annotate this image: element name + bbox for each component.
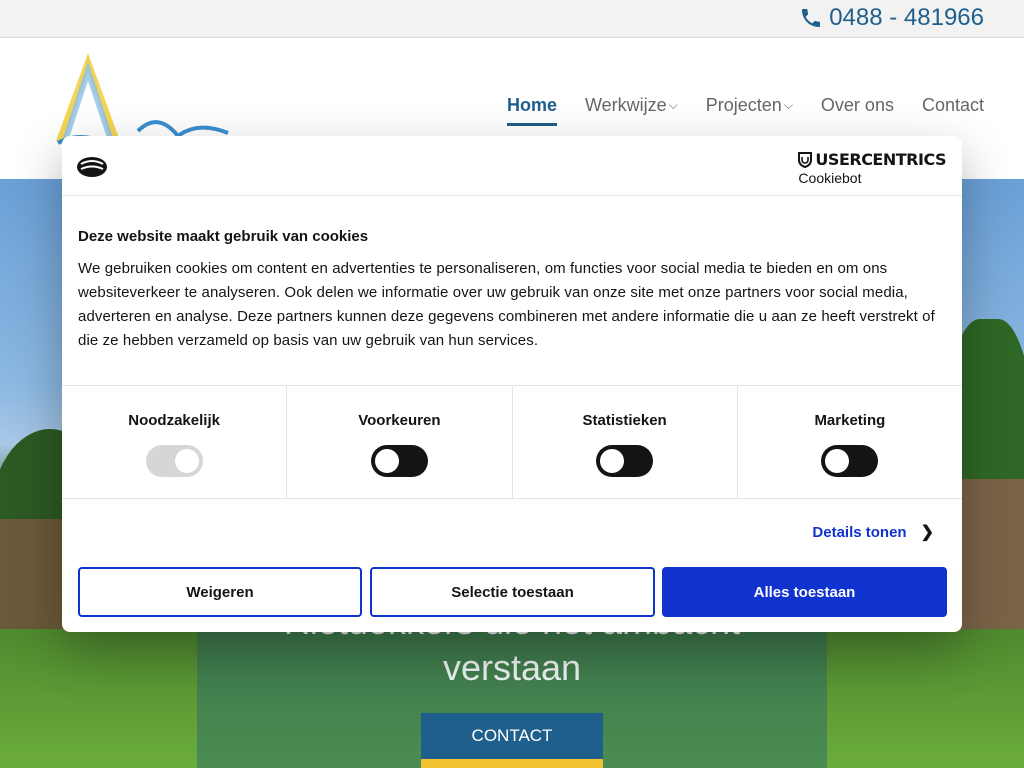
category-label: Noodzakelijk [128, 412, 220, 429]
nav-projecten[interactable] [706, 95, 793, 116]
cookie-title: Deze website maakt gebruik van cookies [78, 228, 369, 245]
hero-contact-button[interactable]: CONTACT [421, 713, 603, 759]
category-label: Marketing [814, 412, 886, 429]
chevron-down-icon: ⌵ [783, 98, 793, 112]
toggle-voorkeuren[interactable] [371, 445, 428, 477]
nav-home[interactable] [507, 95, 557, 116]
hero-title-line2: verstaan [442, 647, 582, 688]
nav-contact[interactable] [922, 95, 984, 116]
chevron-down-icon: ⌵ [668, 98, 678, 112]
nav-werkwijze-label: Werkwijze [584, 95, 667, 115]
hero-button-stripe [421, 759, 603, 768]
toggle-statistieken[interactable] [596, 445, 653, 477]
allow-all-button[interactable]: Alles toestaan [662, 567, 947, 617]
toggle-marketing[interactable] [821, 445, 878, 477]
usercentrics-logo[interactable] [798, 150, 946, 186]
usercentrics-label: USERCENTRICS [815, 150, 946, 169]
toggle-knob [600, 449, 624, 473]
cookie-categories [62, 385, 962, 499]
cookiebot-label: Cookiebot [798, 170, 862, 186]
category-noodzakelijk [62, 386, 287, 498]
deny-button[interactable]: Weigeren [78, 567, 362, 617]
nav-home-label: Home [506, 95, 557, 115]
cookie-dialog [62, 136, 962, 632]
cookie-dialog-body [78, 228, 946, 353]
category-statistieken [513, 386, 738, 498]
phone-link[interactable] [799, 4, 984, 32]
details-link[interactable] [812, 522, 934, 542]
allow-selection-button[interactable]: Selectie toestaan [370, 567, 655, 617]
phone-icon [799, 6, 823, 30]
category-marketing [738, 386, 962, 498]
category-label: Voorkeuren [358, 412, 441, 429]
category-voorkeuren [287, 386, 512, 498]
cookie-description: We gebruiken cookies om content en advertenties te personaliseren, om functies voor social media te bieden en om ons websiteverkeer te analyseren. Ook delen we informatie over uw gebruik van onze site met onze partners voor social media, adverteren en analyse. Deze partners kunnen deze gegevens combineren met andere informatie die u aan ze heeft verstrekt of die ze hebben verzameld op basis van uw gebruik van hun services. [78, 260, 935, 349]
phone-number: 0488 - 481966 [829, 4, 984, 31]
chevron-right-icon: ❯ [920, 524, 934, 541]
nav-over-ons-label: Over ons [820, 95, 894, 115]
main-nav [507, 95, 984, 116]
details-label: Details tonen [812, 523, 907, 541]
nav-projecten-label: Projecten [705, 95, 782, 115]
nav-contact-label: Contact [921, 95, 984, 115]
shield-icon [798, 152, 812, 168]
nav-werkwijze[interactable] [585, 95, 678, 116]
cookie-brand-icon [76, 152, 108, 180]
category-label: Statistieken [582, 412, 667, 429]
nav-over-ons[interactable] [821, 95, 894, 116]
cookie-dialog-header [62, 136, 962, 196]
top-bar [0, 0, 1024, 38]
toggle-knob [175, 449, 199, 473]
toggle-noodzakelijk [146, 445, 203, 477]
toggle-knob [375, 449, 399, 473]
toggle-knob [825, 449, 849, 473]
